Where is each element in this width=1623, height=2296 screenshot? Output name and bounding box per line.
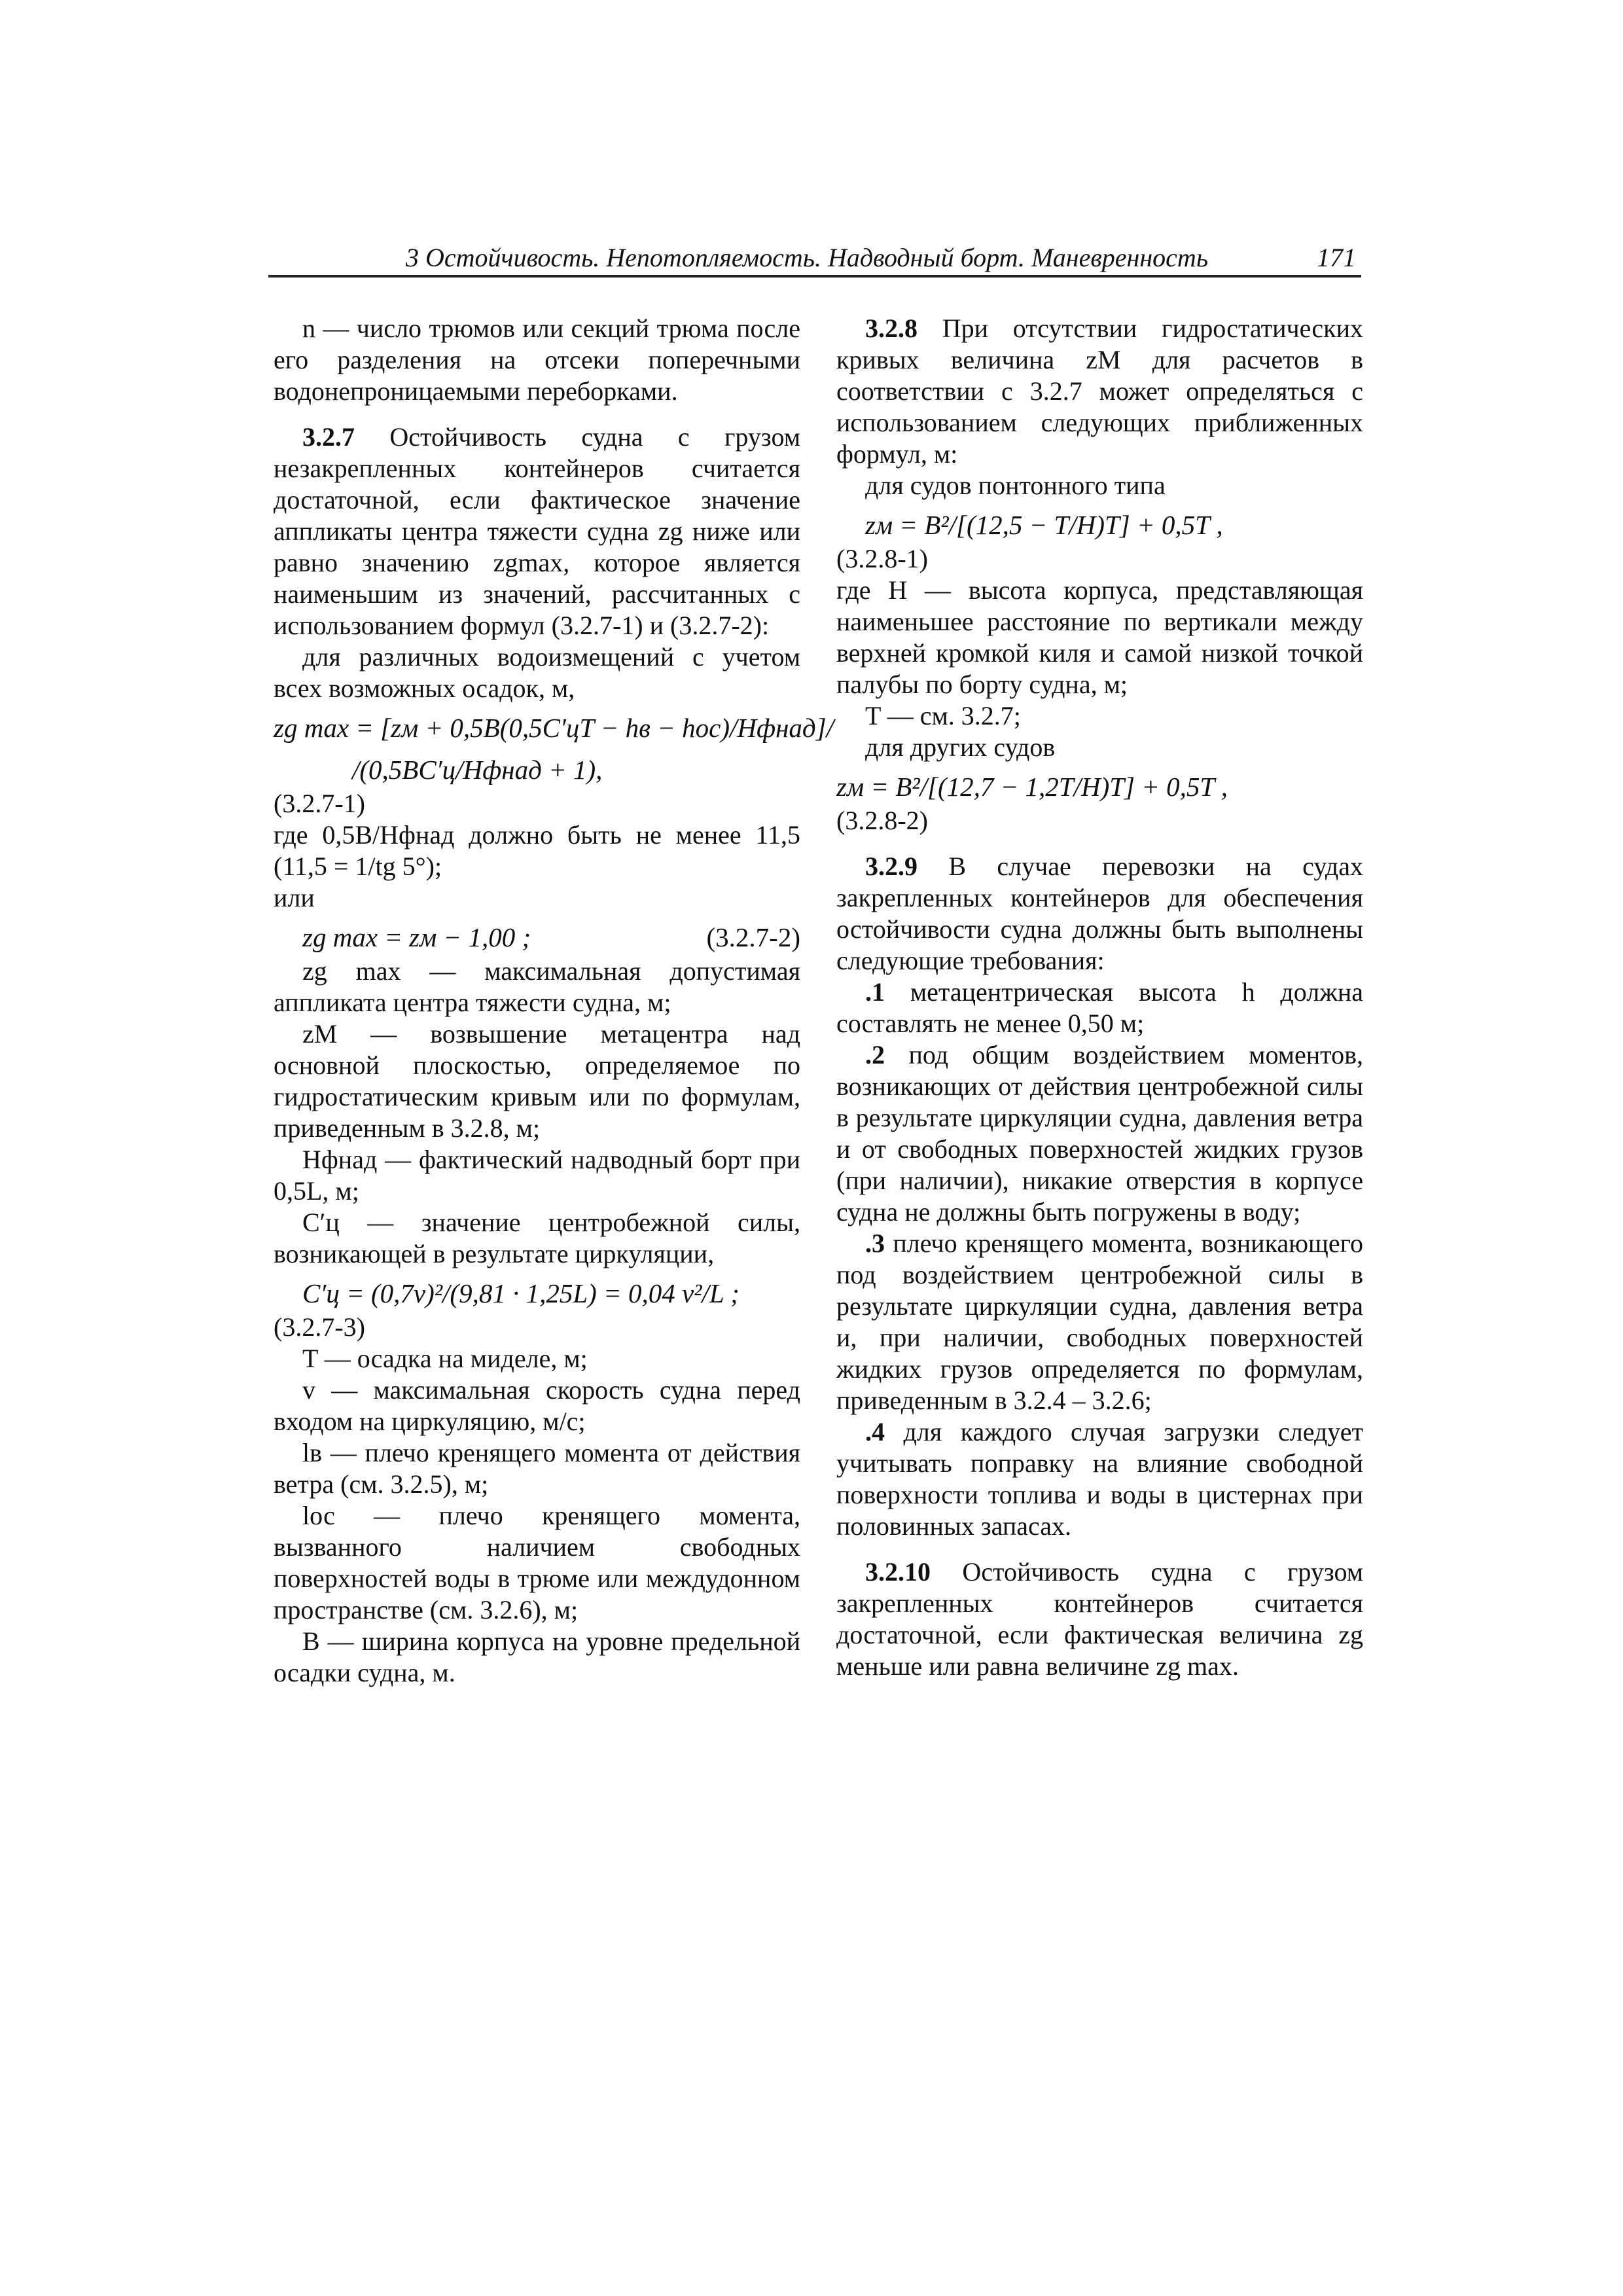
requirement-3 — [836, 1228, 1363, 1416]
formula-3-2-8-2: zм = B²/[(12,7 − 1,2T/H)T] + 0,5T , — [836, 772, 1228, 802]
item-text: для каждого случая загрузки следует учитывать поправку на влияние свободной поверхности топлива и воды в цистернах при половинных запасах. — [836, 1417, 1363, 1541]
section-text: Остойчивость судна с грузом незакрепленных контейнеров считается достаточной, если фактическое значение аппликаты центра тяжести судна zg ниже или равно значению zgmax, которое является наименьшим из значений, рассчитанных с использованием формул (3.2.7-1) и (3.2.7-2): — [274, 422, 800, 640]
formula-3-2-7-1-line1: zg max = [zм + 0,5B(0,5C′цT − hв − hос)/Hфнад]/ — [274, 713, 834, 743]
section-text: При отсутствии гидростатических кривых величина zM для расчетов в соответствии с 3.2.7 может определяться с использованием следующих приближенных формул, м: — [836, 314, 1363, 469]
formula-3-2-8-1: zм = B²/[(12,5 − T/H)T] + 0,5T , — [865, 510, 1223, 540]
chapter-title: 3 Остойчивость. Непотопляемость. Надводный борт. Маневренность — [406, 243, 1209, 272]
hnad-definition: Hфнад — фактический надводный борт при 0,5L, м; — [274, 1145, 800, 1206]
item-number: .1 — [865, 977, 885, 1007]
paragraph-3-2-10 — [836, 1556, 1363, 1682]
formula-3-2-7-2 — [274, 919, 800, 956]
formula-3-2-7-1-line2: /(0,5BC′ц/Hфнад + 1), — [352, 755, 603, 785]
equation-number: (3.2.7-2) — [706, 922, 800, 952]
other-vessels: для других судов — [865, 732, 1056, 762]
item-number: .3 — [865, 1229, 885, 1258]
item-number: .2 — [865, 1040, 885, 1069]
section-number: 3.2.10 — [865, 1557, 931, 1587]
section-number: 3.2.8 — [865, 314, 918, 343]
requirement-1 — [836, 977, 1363, 1039]
equation-number: (3.2.8-2) — [836, 806, 928, 835]
section-number: 3.2.7 — [302, 422, 355, 452]
item-number: .4 — [865, 1417, 885, 1446]
paragraph-3-2-9 — [836, 851, 1363, 977]
b-definition: B — ширина корпуса на уровне предельной осадки судна, м. — [274, 1626, 800, 1687]
lv-definition: lв — плечо кренящего момента от действия ветра (см. 3.2.5), м; — [274, 1438, 800, 1499]
los-definition: lос — плечо кренящего момента, вызванного наличием свободных поверхностей воды в трюме или междудонном пространстве (см. 3.2.6), м; — [274, 1501, 800, 1624]
section-number: 3.2.9 — [865, 852, 918, 881]
right-column — [836, 313, 1363, 1682]
equation-number: (3.2.7-3) — [274, 1312, 365, 1342]
h-definition: где H — высота корпуса, представляющая наименьшее расстояние по вертикали между верхней кромкой киля и самой низкой точкой палубы по борту судна, м; — [836, 575, 1363, 699]
item-text: метацентрическая высота h должна составлять не менее 0,50 м; — [836, 977, 1363, 1038]
requirement-2 — [836, 1039, 1363, 1228]
section-text: В случае перевозки на судах закрепленных контейнеров для обеспечения остойчивости судна должны быть выполнены следующие требования: — [836, 852, 1363, 975]
zgmax-definition: zg max — максимальная допустимая аппликата центра тяжести судна, м; — [274, 956, 800, 1017]
where-condition: где 0,5B/Hфнад должно быть не менее 11,5 (11,5 = 1/tg 5°); — [274, 820, 800, 881]
item-text: под общим воздействием моментов, возникающих от действия центробежной силы в результате циркуляции судна, давления ветра и от свободных поверхностей жидких грузов (при наличии), никакие отверстия в корпусе судна не должны быть погружены в воду; — [836, 1040, 1363, 1227]
zm-definition: zM — возвышение метацентра над основной плоскостью, определяемое по гидростатическим кривым или по формулам, приведенным в 3.2.8, м; — [274, 1019, 800, 1143]
pontoon-type: для судов понтонного типа — [865, 471, 1166, 500]
various-displacements: для различных водоизмещений с учетом всех возможных осадок, м, — [274, 642, 800, 703]
equation-number: (3.2.8-1) — [836, 544, 928, 573]
requirement-4 — [836, 1416, 1363, 1542]
centrifugal-definition: C′ц — значение центробежной силы, возникающей в результате циркуляции, — [274, 1208, 800, 1268]
equation-number: (3.2.7-1) — [274, 789, 365, 818]
formula-3-2-7-3: C′ц = (0,7v)²/(9,81 · 1,25L) = 0,04 v²/L ; — [302, 1278, 740, 1308]
n-definition: n — число трюмов или секций трюма после его разделения на отсеки поперечными водонепроницаемыми переборками. — [274, 314, 800, 406]
formula-body: zg max = zм − 1,00 ; — [302, 922, 531, 952]
t-reference: T — см. 3.2.7; — [865, 701, 1021, 730]
t-definition: T — осадка на миделе, м; — [302, 1344, 588, 1373]
v-definition: v — максимальная скорость судна перед входом на циркуляцию, м/с; — [274, 1375, 800, 1436]
section-text: Остойчивость судна с грузом закрепленных контейнеров считается достаточной, если фактическая величина zg меньше или равна величине zg max. — [836, 1557, 1363, 1681]
running-header — [268, 241, 1361, 278]
paragraph-3-2-8 — [836, 313, 1363, 470]
item-text: плечо кренящего момента, возникающего под воздействием центробежной силы в результате циркуляции судна, давления ветра и, при наличии, свободных поверхностей жидких грузов определяется по формулам, приведенным в 3.2.4 – 3.2.6; — [836, 1229, 1363, 1415]
paragraph-3-2-7 — [274, 422, 800, 641]
page-number: 171 — [1317, 243, 1356, 272]
or-text: или — [274, 883, 315, 912]
left-column — [274, 313, 834, 1689]
